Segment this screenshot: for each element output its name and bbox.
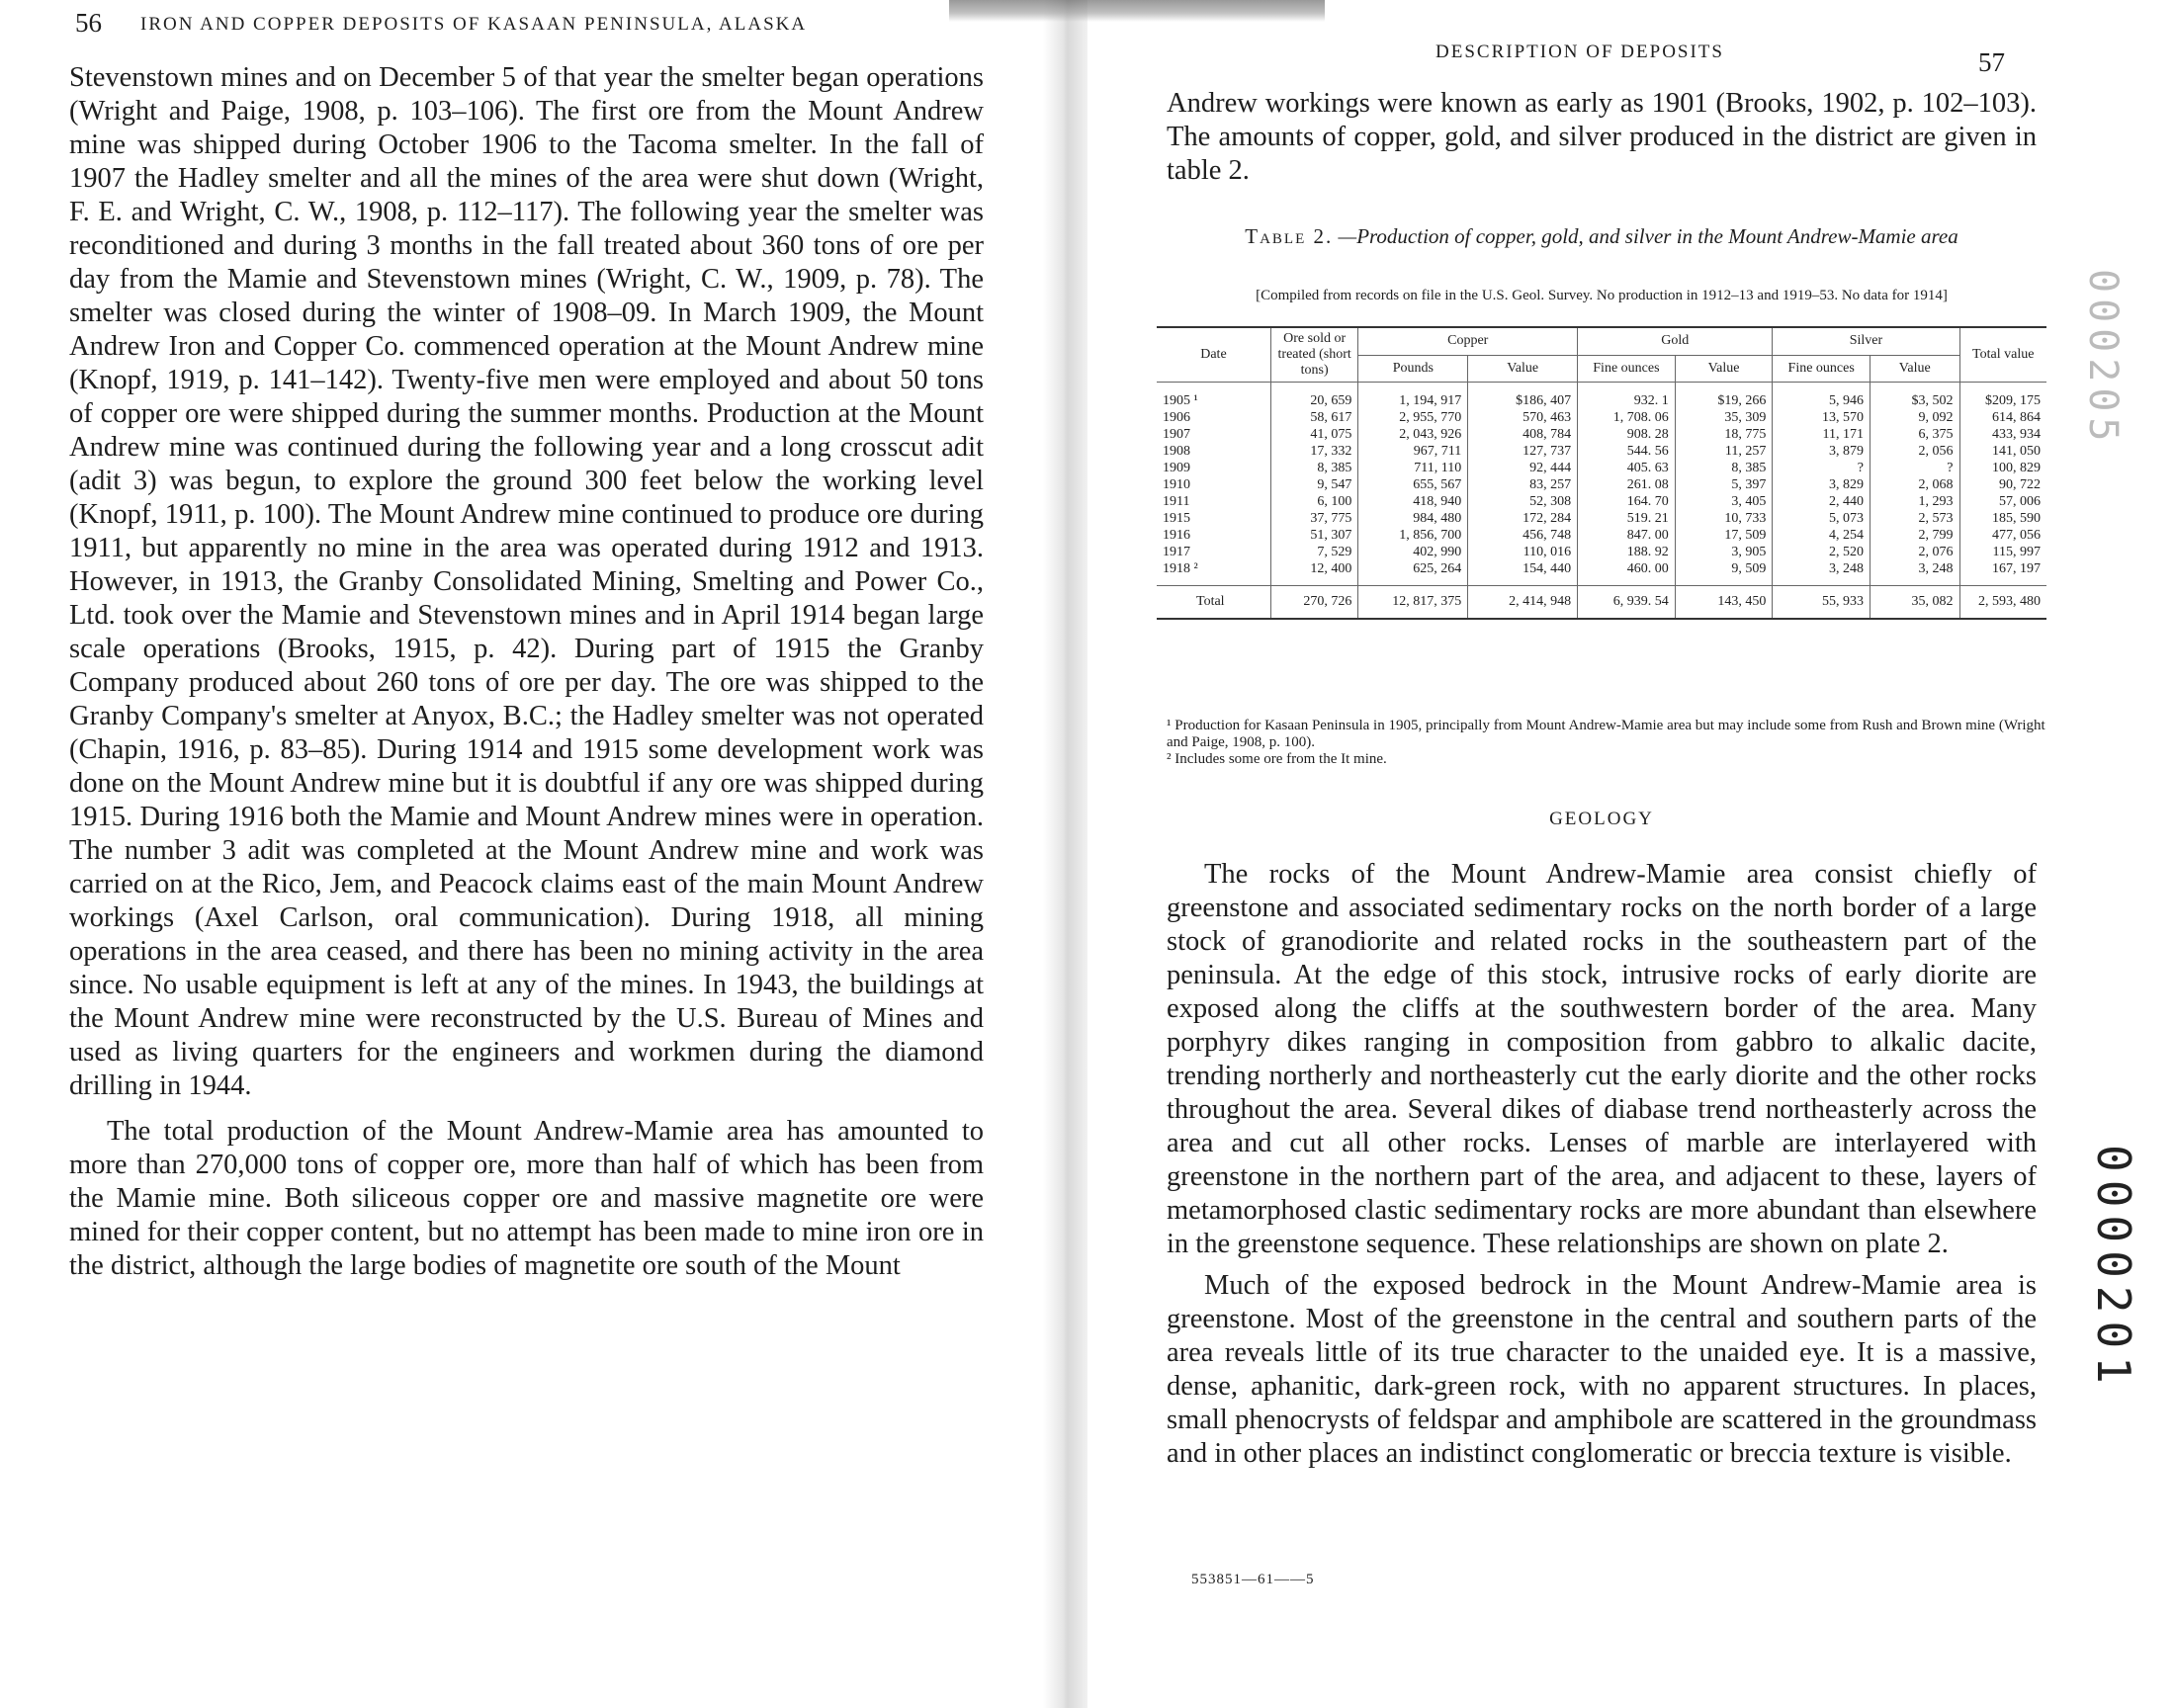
- cell-copper-value: 83, 257: [1468, 476, 1578, 493]
- cell-copper-pounds: 2, 955, 770: [1358, 409, 1468, 426]
- cell-gold-ounces: 261. 08: [1578, 476, 1676, 493]
- cell-copper-pounds: 625, 264: [1358, 560, 1468, 586]
- col-header-ore: Ore sold or treated (short tons): [1270, 327, 1357, 383]
- cell-date: 1916: [1157, 527, 1270, 544]
- cell-ore-tons: 37, 775: [1270, 510, 1357, 527]
- cell-silver-value: 2, 573: [1870, 510, 1960, 527]
- total-copper-pounds: 12, 817, 375: [1358, 586, 1468, 620]
- total-date: Total: [1157, 586, 1270, 620]
- col-header-silver-ounces: Fine ounces: [1773, 355, 1870, 382]
- cell-date: 1906: [1157, 409, 1270, 426]
- cell-copper-value: 127, 737: [1468, 443, 1578, 460]
- cell-copper-value: $186, 407: [1468, 383, 1578, 410]
- cell-copper-pounds: 1, 194, 917: [1358, 383, 1468, 410]
- cell-gold-value: 3, 905: [1675, 544, 1773, 560]
- cell-silver-ounces: 11, 171: [1773, 426, 1870, 443]
- table-row: [1157, 527, 2046, 544]
- cell-total-value: 167, 197: [1959, 560, 2046, 586]
- cell-ore-tons: 20, 659: [1270, 383, 1357, 410]
- table-row: [1157, 510, 2046, 527]
- left-page: [40, 0, 1028, 1708]
- cell-gold-ounces: 908. 28: [1578, 426, 1676, 443]
- cell-copper-pounds: 655, 567: [1358, 476, 1468, 493]
- cell-copper-value: 570, 463: [1468, 409, 1578, 426]
- cell-date: 1905 ¹: [1157, 383, 1270, 410]
- cell-gold-ounces: 544. 56: [1578, 443, 1676, 460]
- cell-date: 1911: [1157, 493, 1270, 510]
- cell-gold-ounces: 932. 1: [1578, 383, 1676, 410]
- cell-copper-pounds: 418, 940: [1358, 493, 1468, 510]
- intro-text: Andrew workings were known as early as 1901 (Brooks, 1902, p. 102–103). The amounts of copper, gold, and silver produced in the district are given in table 2.: [1167, 88, 2037, 186]
- table-source-note: [Compiled from records on file in the U.S. Geol. Survey. No production in 1912–13 and 1919–53. No data for 1914]: [1256, 288, 1948, 303]
- cell-copper-value: 408, 784: [1468, 426, 1578, 443]
- cell-gold-ounces: 847. 00: [1578, 527, 1676, 544]
- cell-gold-value: 9, 509: [1675, 560, 1773, 586]
- cell-copper-pounds: 984, 480: [1358, 510, 1468, 527]
- cell-silver-value: 9, 092: [1870, 409, 1960, 426]
- cell-total-value: 100, 829: [1959, 460, 2046, 476]
- cell-ore-tons: 7, 529: [1270, 544, 1357, 560]
- cell-copper-value: 456, 748: [1468, 527, 1578, 544]
- printer-code: 553851—61——5: [1191, 1572, 1315, 1587]
- cell-silver-value: ?: [1870, 460, 1960, 476]
- cell-gold-value: 17, 509: [1675, 527, 1773, 544]
- left-running-head: [40, 6, 1028, 45]
- cell-silver-ounces: 2, 520: [1773, 544, 1870, 560]
- cell-silver-ounces: ?: [1773, 460, 1870, 476]
- cell-ore-tons: 8, 385: [1270, 460, 1357, 476]
- cell-date: 1908: [1157, 443, 1270, 460]
- left-body-text: [69, 61, 984, 1283]
- left-paragraph-1: Stevenstown mines and on December 5 of that year the smelter began operations (Wright and Paige, 1908, p. 103–106). The first ore from the Mount Andrew mine was shipped during October 1906 to the Tacoma smelter. In the fall of 1907 the Hadley smelter and all the mines of the area were shut down (Wright, F. E. and Wright, C. W., 1908, p. 112–117). The following year the smelter was reconditioned and during 3 months in the fall treated about 360 tons of ore per day from the Mamie and Stevenstown mines (Wright, C. W., 1909, p. 78). The smelter was closed during the winter of 1908–09. In March 1909, the Mount Andrew Iron and Copper Co. commenced operation at the Mount Andrew mine (Knopf, 1919, p. 141–142). Twenty-five men were employed and about 50 tons of copper ore were shipped during the summer months. Production at the Mount Andrew mine was continued during the following year and a long crosscut adit (adit 3) was begun, to explore the ground 300 feet below the working level (Knopf, 1911, p. 100). The Mount Andrew mine continued to produce ore during 1911, but apparently no mine in the area was operated during 1912 and 1913. However, in 1913, the Granby Consolidated Mining, Smelting and Power Co., Ltd. took over the Mamie and Stevenstown mines and in April 1914 began large scale operations (Brooks, 1915, p. 42). During part of 1915 the Granby Company produced about 260 tons of ore per day. The ore was shipped to the Granby Company's smelter at Anyox, B.C.; the Hadley smelter was not operated (Chapin, 1916, p. 83–85). During 1914 and 1915 some development work was done on the Mount Andrew mine but it is doubtful if any ore was shipped during 1915. During 1916 both the Mamie and Mount Andrew mines were in operation. The number 3 adit was completed at the Mount Andrew mine and work was carried on at the Rico, Jem, and Peacock claims east of the main Mount Andrew workings (Axel Carlson, oral communication). During 1918, all mining operations in the area ceased, and there has been no mining activity in the area since. No usable equipment is left at any of the mines. In 1943, the buildings at the Mount Andrew mine were reconstructed by the U.S. Bureau of Mines and used as living quarters for the engineers and workmen during the diamond drilling in 1944.: [69, 62, 984, 1101]
- cell-silver-ounces: 5, 946: [1773, 383, 1870, 410]
- cell-total-value: $209, 175: [1959, 383, 2046, 410]
- table-total-row: [1157, 586, 2046, 620]
- cell-total-value: 433, 934: [1959, 426, 2046, 443]
- cell-ore-tons: 51, 307: [1270, 527, 1357, 544]
- cell-gold-value: 5, 397: [1675, 476, 1773, 493]
- cell-total-value: 115, 997: [1959, 544, 2046, 560]
- total-copper-value: 2, 414, 948: [1468, 586, 1578, 620]
- cell-copper-pounds: 2, 043, 926: [1358, 426, 1468, 443]
- total-ore-tons: 270, 726: [1270, 586, 1357, 620]
- cell-gold-ounces: 460. 00: [1578, 560, 1676, 586]
- col-header-silver: Silver: [1773, 327, 1959, 355]
- cell-total-value: 185, 590: [1959, 510, 2046, 527]
- cell-silver-value: 2, 068: [1870, 476, 1960, 493]
- book-gutter-shadow: [1043, 0, 1088, 1708]
- col-header-silver-value: Value: [1870, 355, 1960, 382]
- col-header-gold-ounces: Fine ounces: [1578, 355, 1676, 382]
- production-table-body: [1157, 383, 2046, 620]
- margin-stamp-number: 0000201: [2087, 1145, 2140, 1392]
- cell-ore-tons: 58, 617: [1270, 409, 1357, 426]
- cell-gold-ounces: 1, 708. 06: [1578, 409, 1676, 426]
- col-header-copper-value: Value: [1468, 355, 1578, 382]
- cell-ore-tons: 6, 100: [1270, 493, 1357, 510]
- cell-date: 1918 ²: [1157, 560, 1270, 586]
- cell-copper-pounds: 711, 110: [1358, 460, 1468, 476]
- cell-silver-ounces: 3, 248: [1773, 560, 1870, 586]
- cell-gold-ounces: 164. 70: [1578, 493, 1676, 510]
- cell-gold-ounces: 405. 63: [1578, 460, 1676, 476]
- footnote-1: ¹ Production for Kasaan Peninsula in 1905, principally from Mount Andrew-Mamie area but may include some from Rush and Brown mine (Wright and Paige, 1908, p. 100).: [1167, 718, 2045, 750]
- cell-silver-ounces: 4, 254: [1773, 527, 1870, 544]
- cell-date: 1910: [1157, 476, 1270, 493]
- total-gold-ounces: 6, 939. 54: [1578, 586, 1676, 620]
- cell-gold-value: 11, 257: [1675, 443, 1773, 460]
- cell-copper-pounds: 1, 856, 700: [1358, 527, 1468, 544]
- cell-ore-tons: 17, 332: [1270, 443, 1357, 460]
- cell-copper-pounds: 967, 711: [1358, 443, 1468, 460]
- total-silver-value: 35, 082: [1870, 586, 1960, 620]
- col-header-gold-value: Value: [1675, 355, 1773, 382]
- right-page: [1147, 0, 2056, 1708]
- col-header-copper-pounds: Pounds: [1358, 355, 1468, 382]
- col-header-total-value: Total value: [1959, 327, 2046, 383]
- right-intro-paragraph: [1167, 87, 2037, 188]
- cell-silver-ounces: 5, 073: [1773, 510, 1870, 527]
- cell-copper-value: 52, 308: [1468, 493, 1578, 510]
- cell-gold-ounces: 519. 21: [1578, 510, 1676, 527]
- cell-ore-tons: 41, 075: [1270, 426, 1357, 443]
- cell-gold-value: 8, 385: [1675, 460, 1773, 476]
- cell-date: 1917: [1157, 544, 1270, 560]
- col-header-copper: Copper: [1358, 327, 1578, 355]
- section-heading-geology: GEOLOGY: [1549, 809, 1654, 829]
- cell-silver-value: 1, 293: [1870, 493, 1960, 510]
- table-row: [1157, 544, 2046, 560]
- table-row: [1157, 443, 2046, 460]
- right-running-title: DESCRIPTION OF DEPOSITS: [1436, 42, 1724, 62]
- left-running-title: IRON AND COPPER DEPOSITS OF KASAAN PENINSULA, ALASKA: [140, 14, 808, 35]
- production-table: [1157, 326, 2046, 620]
- cell-gold-ounces: 188. 92: [1578, 544, 1676, 560]
- table-row: [1157, 460, 2046, 476]
- cell-silver-value: 3, 248: [1870, 560, 1960, 586]
- table-row: [1157, 409, 2046, 426]
- table-title: —Production of copper, gold, and silver in the Mount Andrew-Mamie area: [1338, 224, 1958, 248]
- cell-silver-ounces: 2, 440: [1773, 493, 1870, 510]
- table-caption: [1167, 223, 2037, 249]
- footnote-2: ² Includes some ore from the It mine.: [1167, 751, 1387, 767]
- cell-date: 1909: [1157, 460, 1270, 476]
- cell-total-value: 614, 864: [1959, 409, 2046, 426]
- total-silver-ounces: 55, 933: [1773, 586, 1870, 620]
- cell-ore-tons: 12, 400: [1270, 560, 1357, 586]
- right-page-number: 57: [1978, 47, 2005, 77]
- table-row: [1157, 560, 2046, 586]
- cell-total-value: 57, 006: [1959, 493, 2046, 510]
- cell-copper-value: 92, 444: [1468, 460, 1578, 476]
- cell-copper-value: 110, 016: [1468, 544, 1578, 560]
- cell-gold-value: $19, 266: [1675, 383, 1773, 410]
- cell-silver-ounces: 3, 879: [1773, 443, 1870, 460]
- cell-silver-ounces: 13, 570: [1773, 409, 1870, 426]
- cell-date: 1907: [1157, 426, 1270, 443]
- cell-silver-value: 2, 056: [1870, 443, 1960, 460]
- cell-copper-value: 172, 284: [1468, 510, 1578, 527]
- cell-silver-ounces: 3, 829: [1773, 476, 1870, 493]
- geology-paragraph-2: Much of the exposed bedrock in the Mount Andrew-Mamie area is greenstone. Most of the greenstone in the central and southern parts of the area reveals little of its true character to the unaided eye. It is a massive, dense, aphanitic, dark-green rock, with no apparent structures. In places, small phenocrysts of feldspar and amphibole are scattered in the groundmass and in other places an indistinct conglomeratic or breccia texture is visible.: [1167, 1270, 2037, 1469]
- cell-total-value: 141, 050: [1959, 443, 2046, 460]
- cell-silver-value: 6, 375: [1870, 426, 1960, 443]
- table-row: [1157, 383, 2046, 410]
- cell-total-value: 90, 722: [1959, 476, 2046, 493]
- margin-stamp-faint: 000205: [2080, 269, 2126, 448]
- total-total-value: 2, 593, 480: [1959, 586, 2046, 620]
- table-footnotes: [1167, 718, 2046, 768]
- cell-silver-value: $3, 502: [1870, 383, 1960, 410]
- left-page-number: 56: [75, 8, 102, 38]
- col-header-date: Date: [1157, 327, 1270, 383]
- table-row: [1157, 426, 2046, 443]
- geology-paragraph-1: The rocks of the Mount Andrew-Mamie area consist chiefly of greenstone and associated sedimentary rocks on the north border of a large stock of granodiorite and related rocks in the southeastern part of the peninsula. At the edge of this stock, intrusive rocks of early diorite are exposed along the cliffs at the southwestern border of the area. Many porphyry dikes ranging in composition from gabbro to alkalic dacite, trending northerly and northeasterly cut the early diorite and the other rocks throughout the area. Several dikes of diabase trend northeasterly across the area and cut all other rocks. Lenses of marble are interlayered with greenstone in the northern part of the area, and adjacent to these, layers of metamorphosed clastic sedimentary rocks are more abundant than elsewhere in the greenstone sequence. These relationships are shown on plate 2.: [1167, 859, 2037, 1259]
- cell-gold-value: 35, 309: [1675, 409, 1773, 426]
- cell-date: 1915: [1157, 510, 1270, 527]
- table-row: [1157, 493, 2046, 510]
- cell-silver-value: 2, 076: [1870, 544, 1960, 560]
- right-running-head: [1147, 6, 2056, 77]
- cell-gold-value: 18, 775: [1675, 426, 1773, 443]
- cell-total-value: 477, 056: [1959, 527, 2046, 544]
- cell-copper-value: 154, 440: [1468, 560, 1578, 586]
- table-label: Table 2.: [1245, 224, 1334, 248]
- cell-silver-value: 2, 799: [1870, 527, 1960, 544]
- cell-copper-pounds: 402, 990: [1358, 544, 1468, 560]
- table-row: [1157, 476, 2046, 493]
- total-gold-value: 143, 450: [1675, 586, 1773, 620]
- geology-body-text: [1167, 858, 2037, 1471]
- cell-gold-value: 10, 733: [1675, 510, 1773, 527]
- cell-gold-value: 3, 405: [1675, 493, 1773, 510]
- col-header-gold: Gold: [1578, 327, 1773, 355]
- cell-ore-tons: 9, 547: [1270, 476, 1357, 493]
- left-paragraph-2: The total production of the Mount Andrew-Mamie area has amounted to more than 270,000 tons of copper ore, more than half of which has been from the Mamie mine. Both siliceous copper ore and massive magnetite ore were mined for their copper content, but no attempt has been made to mine iron ore in the district, although the large bodies of magnetite ore south of the Mount: [69, 1116, 984, 1281]
